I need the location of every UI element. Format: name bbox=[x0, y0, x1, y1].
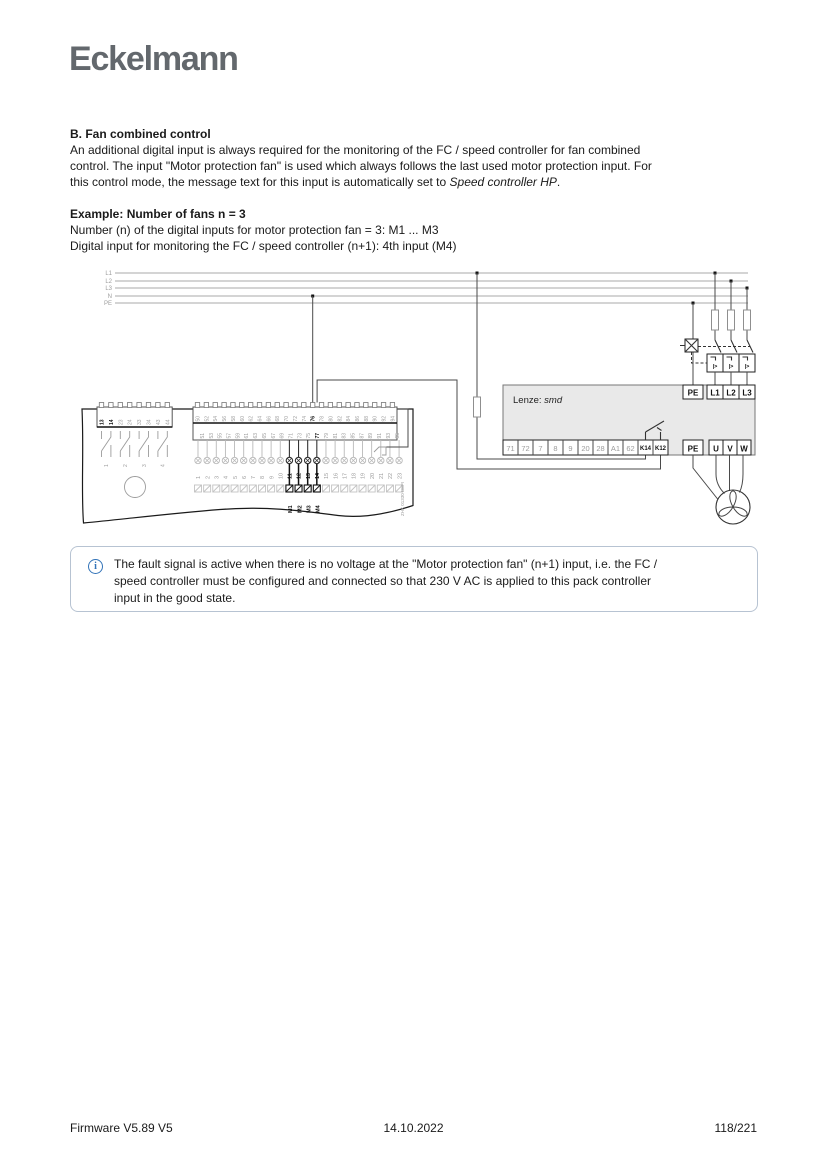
svg-text:9: 9 bbox=[269, 475, 276, 479]
svg-text:23: 23 bbox=[118, 419, 125, 425]
svg-text:60: 60 bbox=[239, 415, 246, 422]
board-code: ZHK 01330 DEFI bbox=[400, 481, 405, 516]
svg-text:11: 11 bbox=[287, 473, 294, 479]
svg-text:|>: |> bbox=[728, 364, 734, 370]
svg-text:84: 84 bbox=[346, 415, 353, 422]
svg-text:K12: K12 bbox=[654, 446, 667, 452]
svg-text:52: 52 bbox=[204, 415, 211, 422]
svg-text:4: 4 bbox=[160, 464, 167, 467]
svg-text:13: 13 bbox=[305, 472, 312, 479]
frequency-converter bbox=[503, 385, 755, 455]
svg-text:L3: L3 bbox=[105, 286, 112, 293]
svg-text:69: 69 bbox=[279, 432, 286, 439]
svg-text:94: 94 bbox=[390, 415, 397, 422]
svg-text:93: 93 bbox=[385, 432, 392, 439]
svg-text:L1: L1 bbox=[105, 271, 112, 278]
svg-text:81: 81 bbox=[332, 432, 339, 439]
buzzer-icon bbox=[125, 477, 146, 498]
svg-text:61: 61 bbox=[244, 432, 251, 439]
fan-control-section bbox=[70, 126, 762, 190]
svg-text:2: 2 bbox=[123, 464, 129, 467]
fan-blades-icon bbox=[717, 491, 748, 518]
svg-text:N: N bbox=[107, 294, 112, 301]
body-line-3: this control mode, the message text for this input is automatically set to Speed controller HP. bbox=[70, 175, 561, 189]
wiring-diagram bbox=[70, 262, 770, 540]
svg-text:PE: PE bbox=[687, 444, 699, 454]
svg-text:79: 79 bbox=[323, 432, 330, 439]
motor-protection-breaker bbox=[680, 339, 755, 385]
svg-text:71: 71 bbox=[288, 432, 295, 439]
svg-text:15: 15 bbox=[324, 472, 331, 479]
svg-text:U: U bbox=[713, 444, 719, 454]
fan-motor bbox=[693, 455, 750, 524]
svg-text:34: 34 bbox=[146, 419, 153, 425]
svg-text:14: 14 bbox=[108, 419, 115, 425]
svg-text:M2: M2 bbox=[297, 505, 304, 513]
svg-text:88: 88 bbox=[363, 415, 370, 422]
svg-text:9: 9 bbox=[568, 444, 573, 453]
info-icon: i bbox=[88, 559, 103, 574]
svg-text:91: 91 bbox=[377, 432, 384, 439]
svg-text:L2: L2 bbox=[105, 279, 112, 286]
svg-text:77: 77 bbox=[315, 432, 322, 439]
svg-text:3: 3 bbox=[141, 464, 148, 467]
svg-text:22: 22 bbox=[388, 472, 395, 479]
section-heading: B. Fan combined control bbox=[70, 127, 211, 141]
svg-text:8: 8 bbox=[260, 475, 267, 479]
svg-text:33: 33 bbox=[137, 419, 144, 425]
svg-text:57: 57 bbox=[226, 432, 233, 439]
svg-text:17: 17 bbox=[342, 472, 349, 479]
svg-text:PE: PE bbox=[103, 301, 112, 308]
input-common-hook bbox=[374, 447, 386, 455]
svg-text:63: 63 bbox=[253, 432, 260, 439]
svg-text:M3: M3 bbox=[306, 505, 313, 513]
svg-text:4: 4 bbox=[223, 475, 230, 479]
fc-label: Lenze: smd bbox=[513, 395, 563, 406]
svg-text:83: 83 bbox=[341, 432, 348, 439]
svg-text:75: 75 bbox=[306, 432, 313, 439]
svg-text:54: 54 bbox=[213, 415, 220, 422]
footer-firmware: Firmware V5.89 V5 bbox=[70, 1121, 173, 1135]
svg-text:87: 87 bbox=[359, 432, 366, 439]
svg-text:85: 85 bbox=[350, 432, 357, 439]
svg-text:7: 7 bbox=[251, 475, 258, 479]
svg-text:58: 58 bbox=[230, 415, 237, 422]
svg-text:|>: |> bbox=[712, 364, 718, 370]
rail-labels bbox=[104, 271, 113, 307]
example-line-2: Digital input for monitoring the FC / speed controller (n+1): 4th input (M4) bbox=[70, 239, 457, 253]
svg-text:M1: M1 bbox=[288, 505, 295, 513]
svg-text:23: 23 bbox=[397, 472, 404, 479]
svg-text:64: 64 bbox=[257, 415, 264, 422]
footer-page-number: 118/221 bbox=[714, 1121, 757, 1135]
svg-text:14: 14 bbox=[315, 472, 322, 479]
footer-date: 14.10.2022 bbox=[383, 1121, 444, 1135]
svg-text:89: 89 bbox=[368, 432, 375, 439]
svg-text:72: 72 bbox=[521, 444, 530, 453]
svg-text:50: 50 bbox=[195, 415, 202, 422]
svg-text:90: 90 bbox=[372, 415, 379, 422]
svg-text:12: 12 bbox=[296, 472, 303, 479]
mains-fuses bbox=[712, 310, 751, 330]
svg-text:19: 19 bbox=[360, 472, 367, 479]
strip-bottom bbox=[200, 433, 401, 439]
svg-text:86: 86 bbox=[354, 415, 361, 422]
svg-text:|>: |> bbox=[744, 364, 750, 370]
svg-text:K14: K14 bbox=[639, 446, 652, 452]
svg-text:68: 68 bbox=[275, 415, 282, 422]
svg-text:51: 51 bbox=[199, 432, 206, 439]
svg-text:V: V bbox=[727, 444, 733, 454]
svg-text:56: 56 bbox=[222, 415, 229, 422]
svg-text:59: 59 bbox=[235, 432, 242, 439]
svg-text:W: W bbox=[740, 444, 748, 454]
svg-text:3: 3 bbox=[214, 475, 221, 479]
svg-text:18: 18 bbox=[351, 472, 358, 479]
svg-text:43: 43 bbox=[155, 419, 162, 425]
svg-text:L1: L1 bbox=[710, 388, 720, 398]
input-row bbox=[195, 440, 404, 513]
svg-text:53: 53 bbox=[208, 432, 215, 439]
svg-text:21: 21 bbox=[379, 472, 385, 479]
svg-text:L2: L2 bbox=[726, 388, 736, 398]
svg-text:74: 74 bbox=[301, 415, 308, 422]
power-rails bbox=[104, 271, 748, 307]
eckelmann-logo: Eckelmann bbox=[69, 40, 238, 78]
example-heading: Example: Number of fans n = 3 bbox=[70, 207, 246, 221]
svg-text:78: 78 bbox=[319, 415, 326, 422]
svg-text:2: 2 bbox=[205, 475, 212, 479]
svg-text:95: 95 bbox=[394, 432, 401, 439]
fc-output-terminals bbox=[683, 440, 751, 455]
svg-text:10: 10 bbox=[278, 472, 285, 479]
svg-text:65: 65 bbox=[261, 432, 268, 439]
svg-text:73: 73 bbox=[297, 432, 304, 439]
svg-text:62: 62 bbox=[248, 415, 255, 422]
info-note bbox=[70, 546, 758, 612]
body-line-1: An additional digital input is always required for the monitoring of the FC / speed controller for fan combined bbox=[70, 143, 641, 157]
example-section bbox=[70, 206, 762, 254]
svg-text:71: 71 bbox=[506, 444, 515, 453]
pack-controller-board bbox=[82, 403, 413, 524]
example-line-1: Number (n) of the digital inputs for motor protection fan = 3: M1 ... M3 bbox=[70, 223, 439, 237]
svg-text:67: 67 bbox=[270, 432, 277, 439]
svg-text:13: 13 bbox=[99, 419, 106, 425]
svg-text:24: 24 bbox=[127, 419, 134, 425]
svg-text:8: 8 bbox=[553, 444, 558, 453]
relay-contacts bbox=[102, 431, 168, 467]
svg-text:L3: L3 bbox=[742, 388, 752, 398]
svg-text:82: 82 bbox=[337, 415, 344, 422]
svg-text:92: 92 bbox=[381, 415, 388, 422]
svg-text:M4: M4 bbox=[315, 505, 322, 513]
svg-text:20: 20 bbox=[581, 444, 590, 453]
svg-text:5: 5 bbox=[232, 475, 239, 479]
svg-text:76: 76 bbox=[310, 415, 317, 422]
svg-text:44: 44 bbox=[165, 419, 172, 425]
svg-text:16: 16 bbox=[333, 472, 340, 479]
svg-text:55: 55 bbox=[217, 432, 224, 439]
italic-term: Speed controller HP bbox=[449, 175, 557, 189]
svg-text:1: 1 bbox=[196, 475, 203, 479]
svg-text:70: 70 bbox=[284, 415, 291, 422]
body-line-2: control. The input "Motor protection fan" is used which always follows the last used motor protection input. For bbox=[70, 159, 652, 173]
info-note-text: The fault signal is active when there is no voltage at the "Motor protection fan" (n+1) input, i.e. the FC / speed controller must be configured and connected so that 230 V AC is applied to this pack controller input in the good state. bbox=[114, 557, 658, 605]
svg-text:28: 28 bbox=[596, 444, 605, 453]
svg-text:62: 62 bbox=[626, 444, 635, 453]
svg-text:20: 20 bbox=[369, 472, 376, 479]
svg-text:PE: PE bbox=[687, 388, 699, 398]
svg-text:80: 80 bbox=[328, 415, 335, 422]
fuse-control-circuit bbox=[474, 397, 481, 417]
svg-text:1: 1 bbox=[104, 464, 111, 467]
fc-top-terminals bbox=[683, 385, 755, 399]
svg-text:72: 72 bbox=[292, 415, 299, 422]
svg-text:66: 66 bbox=[266, 415, 273, 422]
svg-text:7: 7 bbox=[538, 444, 543, 453]
svg-text:A1: A1 bbox=[610, 444, 621, 453]
svg-text:6: 6 bbox=[241, 475, 248, 479]
